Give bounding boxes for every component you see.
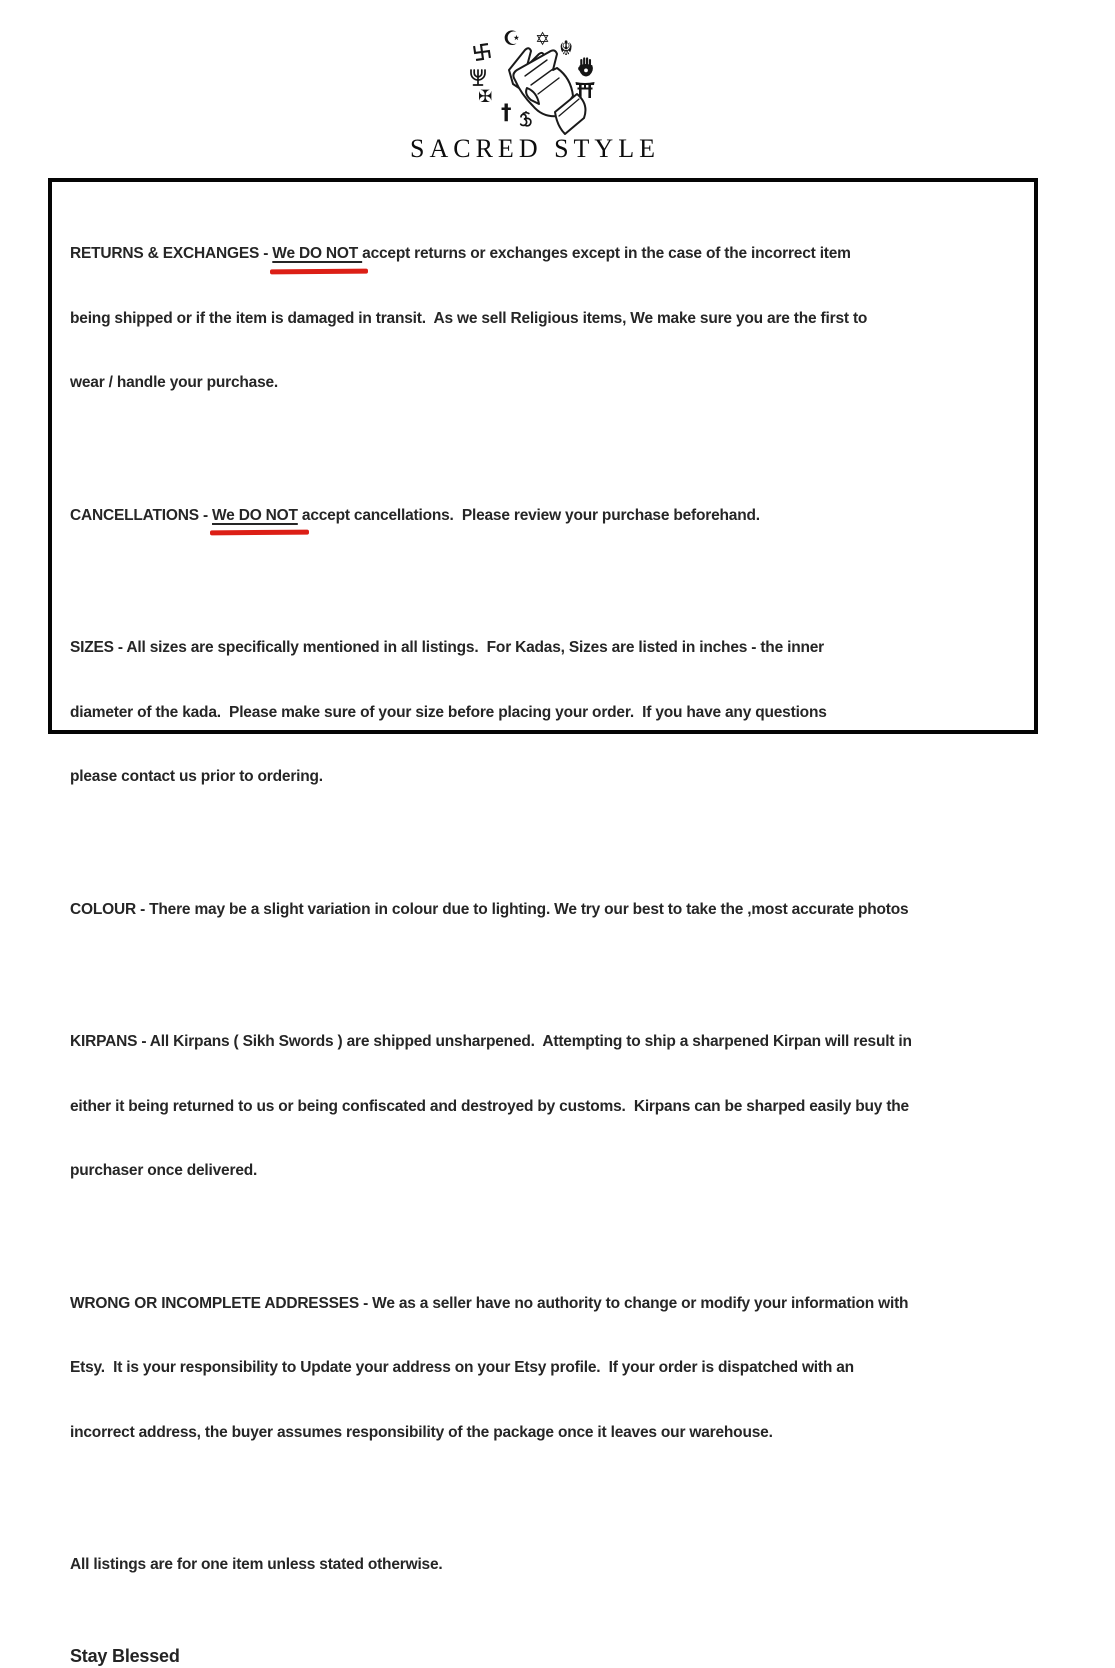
listings-note [70,1511,1014,1619]
cancellations-paragraph [70,462,1014,570]
latin-cross-icon: † [501,100,512,124]
khanda-icon: ☬ [559,36,574,60]
text-line [70,243,1014,265]
text-line: KIRPANS - All Kirpans ( Sikh Swords ) are shipped unsharpened. Attempting to ship a sharpened Kirpan will result in [70,1033,912,1050]
text-line: wear / handle your purchase. [70,374,279,391]
we-do-not-highlight [272,243,362,265]
emphasis-text: We DO NOT [212,506,298,524]
text-line: Etsy. It is your responsibility to Update your address on your Etsy profile. If your order is dispatched with an [70,1359,854,1376]
addresses-paragraph [70,1250,1014,1487]
text-line: diameter of the kada. Please make sure of your size before placing your order. If you have any questions [70,703,827,721]
text-line: WRONG OR INCOMPLETE ADDRESSES - We as a seller have no authority to change or modify your information with [70,1294,909,1312]
body-text: accept cancellations. Please review your purchase beforehand. [297,506,760,524]
text-line: either it being returned to us or being confiscated and destroyed by customs. Kirpans can be sharped easily buy the [70,1097,909,1115]
kirpans-paragraph [70,988,1014,1225]
swastika-icon [471,41,494,64]
body-text: accept returns or exchanges except in the case of the incorrect item [362,245,851,262]
text-line: purchaser once delivered. [70,1162,258,1179]
returns-exchanges-paragraph [70,200,1014,437]
crescent-and-star-icon: ☪ [503,26,521,50]
text-line: being shipped or if the item is damaged in transit. As we sell Religious items, We make sure you are the first to [70,309,868,327]
text-line: please contact us prior to ordering. [70,768,323,785]
emphasis-text: We DO NOT [272,245,363,262]
section-heading: CANCELLATIONS - [70,506,213,524]
stay-blessed-signoff: Stay Blessed [70,1645,180,1666]
star-of-david-icon: ✡ [535,29,551,50]
policy-box [48,178,1038,1666]
sacred-style-logo [410,26,660,168]
we-do-not-highlight [212,505,298,527]
text-line [70,505,1014,527]
text-line: All listings are for one item unless stated otherwise. [70,1556,443,1573]
text-line: SIZES - All sizes are specifically mentioned in all listings. For Kadas, Sizes are listed in inches - the inner [70,639,824,656]
brand-name: SACRED STYLE [410,134,660,163]
text-line: incorrect address, the buyer assumes responsibility of the package once it leaves our warehouse. [70,1423,773,1441]
colour-paragraph [70,856,1014,964]
text-line: COLOUR - There may be a slight variation in colour due to lighting. We try our best to take the ,most accurate photos [70,900,909,918]
praying-hands-icon [491,44,599,138]
sizes-paragraph [70,594,1014,831]
menorah-icon [467,66,489,88]
section-heading: RETURNS & EXCHANGES - [70,245,273,262]
cross-pattee-icon: ✠ [478,87,493,107]
